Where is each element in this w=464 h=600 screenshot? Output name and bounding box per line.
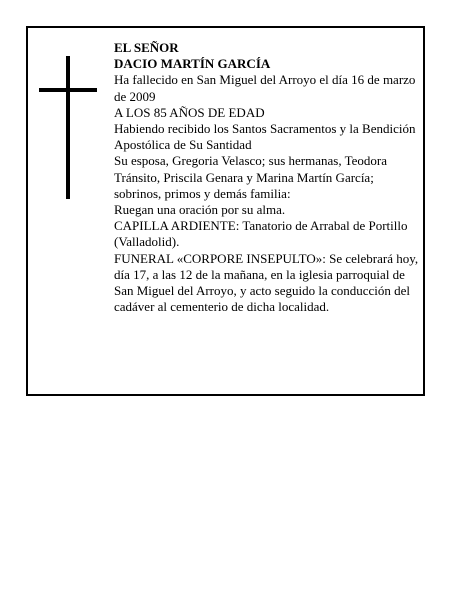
age-line: A LOS 85 AÑOS DE EDAD	[114, 104, 265, 120]
cross-icon	[39, 56, 97, 199]
family-line: Su esposa, Gregoria Velasco; sus hermanas, Teodora Tránsito, Priscila Genara y Marina Martín García; sobrinos, primos y demás familia:	[114, 153, 387, 201]
notice-text	[114, 40, 419, 315]
cross-horizontal-bar	[39, 88, 97, 92]
chapel-info: CAPILLA ARDIENTE: Tanatorio de Arrabal de Portillo (Valladolid).	[114, 218, 408, 250]
prayer-request: Ruegan una oración por su alma.	[114, 202, 286, 218]
obituary-notice	[26, 26, 425, 396]
deceased-name: DACIO MARTÍN GARCÍA	[114, 56, 271, 72]
cross-vertical-bar	[66, 56, 70, 199]
notice-heading: EL SEÑOR	[114, 40, 179, 55]
funeral-info: FUNERAL «CORPORE INSEPULTO»: Se celebrará hoy, día 17, a las 12 de la mañana, en la iglesia parroquial de San Miguel del Arroyo, y acto seguido la conducción del cadáver al cementerio de dicha localidad.	[114, 250, 419, 315]
sacraments-line: Habiendo recibido los Santos Sacramentos y la Bendición Apostólica de Su Santidad	[114, 121, 416, 153]
death-announcement: Ha fallecido en San Miguel del Arroyo el día 16 de marzo de 2009	[114, 72, 416, 104]
